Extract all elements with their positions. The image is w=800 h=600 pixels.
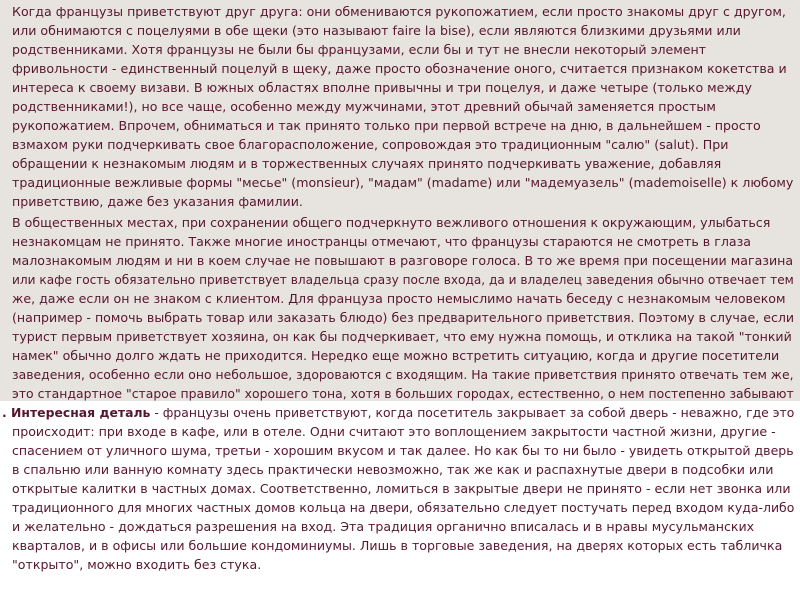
text-line: Когда французы приветствуют друг друга: они обмениваются рукопожатием, если просто знакомы друг с другом, xyxy=(12,4,786,19)
text-line: родственниками!), но все чаще, особенно между мужчинами, этот древний обычай заменяется простым xyxy=(12,99,716,114)
text-line: или обнимаются с поцелуями в обе щеки (это называют faire la bise), если являются близкими друзьями или xyxy=(12,23,741,38)
text-line: это стандартное "старое правило" хорошего тона, хотя в больших городах, естественно, о нем постепенно забывают xyxy=(12,386,794,401)
text-line: в спальню или ванную комнату здесь практически невозможно, так же как и распахнутые двери в подсобки или xyxy=(12,462,774,477)
text-line: родственниками. Хотя французы не были бы французами, если бы и тут не внесли некоторый элемент xyxy=(12,42,707,57)
text-line: заведения, особенно если оно небольшое, здороваются с входящим. На такие приветствия принято отвечать тем же, xyxy=(12,367,794,382)
text-line: "открыто", можно входить без стука. xyxy=(12,557,262,572)
text-line: незнакомцам не принято. Также многие иностранцы отмечают, что французы стараются не смотреть в глаза xyxy=(12,234,752,249)
text-line: В общественных местах, при сохранении общего подчеркнуто вежливого отношения к окружающим, улыбаться xyxy=(12,215,771,230)
text-line: взмахом руки подчеркивать свое благорасположение, сопровождая это традиционным "салю" (salut). При xyxy=(12,137,729,152)
text-line: намек" обычно долго ждать не приходится. Нередко еще можно встретить ситуацию, когда и другие посетители xyxy=(12,348,780,363)
text-line xyxy=(2,403,794,422)
text-line: малознакомым людям и ни в коем случае не повышают в разговоре голоса. В то же время при посещении магазина xyxy=(12,253,794,268)
text-line: рукопожатием. Впрочем, обниматься и так принято только при первой встрече на дню, в дальнейшем - просто xyxy=(12,118,761,133)
lead-continuation: - французы очень приветствуют, когда посетитель закрывает за собой дверь - неважно, где это xyxy=(150,405,795,420)
text-line: интереса к своему визави. В южных областях вполне привычны и три поцелуя, и даже четыре (только между xyxy=(12,80,752,95)
text-line: приветствию, даже без указания фамилии. xyxy=(12,194,303,209)
text-line: традиционные вежливые формы "месье" (monsieur), "мадам" (madame) или "мадемуазель" (mademoiselle) к любому xyxy=(12,175,794,190)
paragraph-greetings xyxy=(0,0,800,211)
text-line: кварталов, и в офисы или большие кондоминиумы. Лишь в торговые заведения, на дверях которых есть табличка xyxy=(12,538,783,553)
text-line: обращении к незнакомым людям и в торжественных случаях принято подчеркивать уважение, добавляя xyxy=(12,156,722,171)
text-line: (например - помочь выбрать товар или заказать блюдо) без предварительного приветствия. Поэтому в случае, если xyxy=(12,310,795,325)
highlight-lead: . Интересная деталь xyxy=(2,405,151,420)
text-line: спасением от уличного шума, третьи - хорошим вкусом и так далее. Но как бы то ни было - увидеть открытой дверь xyxy=(12,443,794,458)
text-line: фривольности - единственный поцелуй в щеку, даже просто обозначение оного, считается признаком кокетства и xyxy=(12,61,787,76)
text-line: турист первым приветствует хозяина, он как бы подчеркивает, что ему нужна помощь, и отклика на такой "тонкий xyxy=(12,329,792,344)
text-line: и желательно - дождаться разрешения на вход. Эта традиция органично вписалась и в нравы мусульманских xyxy=(12,519,755,534)
text-line: традиционного для многих частных домов кольца на двери, обязательно следует постучать перед входом куда-либо xyxy=(12,500,795,515)
paragraph-interesting-detail xyxy=(0,401,800,576)
text-line: происходит: при входе в кафе, или в отеле. Одни считают это воплощением закрытости частной жизни, другие - xyxy=(12,424,776,439)
text-line: открытые калитки в частных домах. Соответственно, ломиться в закрытые двери не принято - если нет звонка или xyxy=(12,481,791,496)
text-line: или кафе гость обязательно приветствует владельца сразу после входа, да и владелец заведения обычно отвечает тем xyxy=(12,272,794,287)
paragraph-public-places xyxy=(0,211,800,401)
text-line: же, даже если он не знаком с клиентом. Для француза просто немыслимо начать беседу с незнакомым человеком xyxy=(12,291,786,306)
